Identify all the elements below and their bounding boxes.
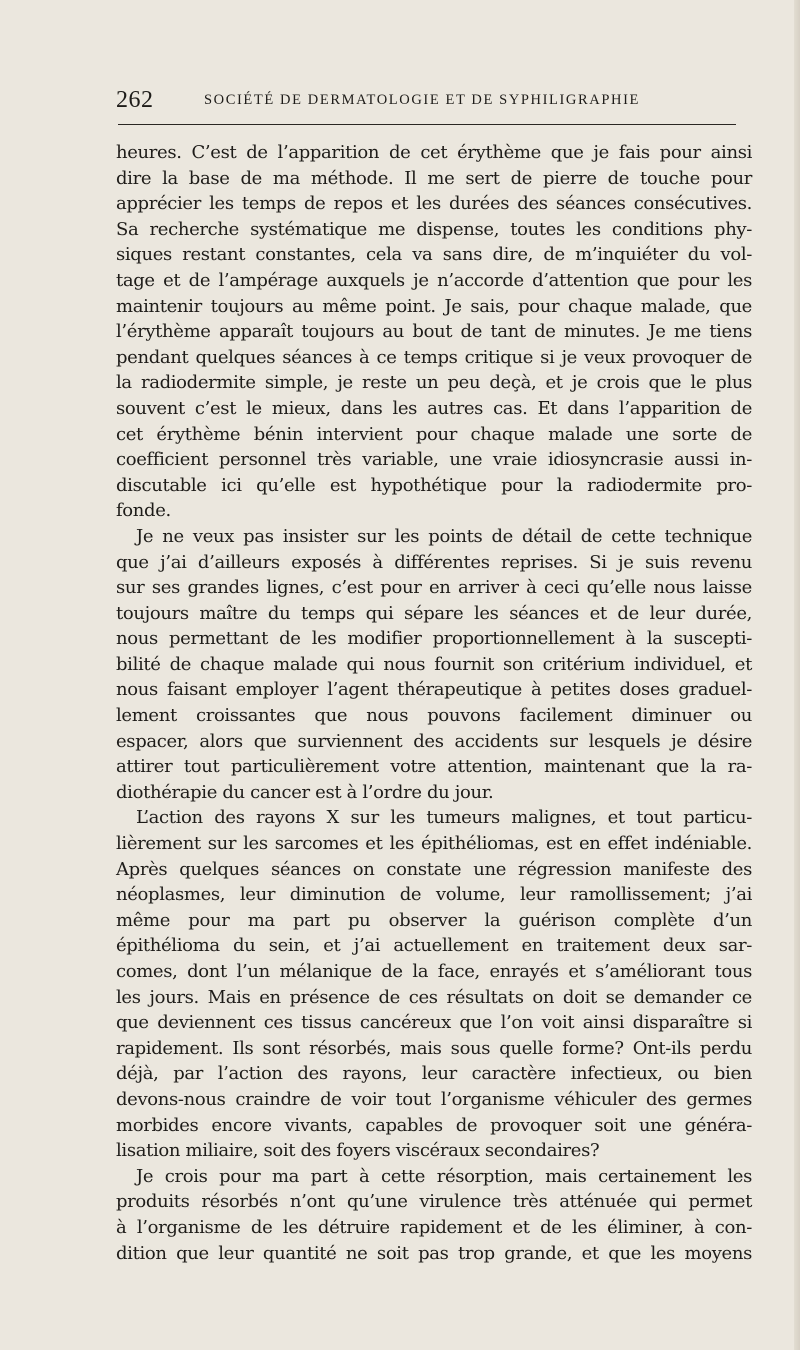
text-line: devons-nous craindre de voir tout l’organisme véhiculer des germes	[116, 1088, 752, 1110]
text-line: nous permettant de les modifier proportionnellement à la suscepti-	[116, 628, 752, 650]
text-line: Après quelques séances on constate une régression manifeste des	[116, 858, 752, 880]
text-line: même pour ma part pu observer la guérison complète d’un	[116, 909, 752, 931]
text-line: dition que leur quantité ne soit pas trop grande, et que les moyens	[116, 1242, 752, 1264]
page-edge-shadow	[794, 0, 800, 1350]
text-line: maintenir toujours au même point. Je sais, pour chaque malade, que	[116, 295, 752, 317]
text-line: épithélioma du sein, et j’ai actuellement en traitement deux sar-	[116, 935, 752, 957]
text-line: que deviennent ces tissus cancéreux que l’on voit ainsi disparaître si	[116, 1012, 752, 1034]
text-line: déjà, par l’action des rayons, leur caractère infectieux, ou bien	[116, 1063, 752, 1085]
running-title: SOCIÉTÉ DE DERMATOLOGIE ET DE SYPHILIGRAPHIE	[204, 92, 640, 108]
text-line: Sa recherche systématique me dispense, toutes les conditions phy-	[116, 218, 752, 240]
text-line: attirer tout particulièrement votre attention, maintenant que la ra-	[116, 756, 752, 778]
text-line: siques restant constantes, cela va sans dire, de m’inquiéter du vol-	[116, 244, 752, 266]
paragraph-end-line: diothérapie du cancer est à l’ordre du jour.	[116, 781, 494, 803]
text-line: heures. C’est de l’apparition de cet érythème que je fais pour ainsi	[116, 142, 752, 163]
page-header	[116, 86, 736, 114]
text-line: lièrement sur les sarcomes et les épithéliomas, est en effet indéniable.	[116, 833, 752, 855]
text-line: sur ses grandes lignes, c’est pour en arriver à ceci qu’elle nous laisse	[116, 577, 752, 599]
text-line: les jours. Mais en présence de ces résultats on doit se demander ce	[116, 986, 752, 1008]
page-number: 262	[116, 87, 154, 113]
text-line: morbides encore vivants, capables de provoquer soit une généra-	[116, 1114, 752, 1136]
text-line: rapidement. Ils sont résorbés, mais sous quelle forme? Ont-ils perdu	[116, 1037, 752, 1059]
text-line: espacer, alors que surviennent des accidents sur lesquels je désire	[116, 730, 752, 752]
header-rule	[118, 124, 736, 125]
text-line: à l’organisme de les détruire rapidement et de les éliminer, à con-	[116, 1216, 752, 1238]
text-line: nous faisant employer l’agent thérapeutique à petites doses graduel-	[116, 679, 752, 701]
text-line: cet érythème bénin intervient pour chaque malade une sorte de	[116, 423, 752, 445]
paragraph-first-line: Je crois pour ma part à cette résorption, mais certainement les	[136, 1165, 752, 1187]
text-line: apprécier les temps de repos et les durées des séances consécutives.	[116, 193, 752, 215]
paragraph-end-line: fonde.	[116, 500, 171, 522]
body-text	[116, 140, 752, 1266]
text-line: que j’ai d’ailleurs exposés à différentes reprises. Si je suis revenu	[116, 551, 752, 573]
text-line: l’érythème apparaît toujours au bout de tant de minutes. Je me tiens	[116, 321, 752, 343]
text-line: coefficient personnel très variable, une vraie idiosyncrasie aussi in-	[116, 449, 752, 471]
text-line: la radiodermite simple, je reste un peu deçà, et je crois que le plus	[116, 372, 752, 394]
text-line: souvent c’est le mieux, dans les autres cas. Et dans l’apparition de	[116, 397, 752, 419]
paragraph-end-line: lisation miliaire, soit des foyers viscéraux secondaires?	[116, 1140, 600, 1162]
paragraph-first-line: L’action des rayons X sur les tumeurs malignes, et tout particu-	[136, 807, 752, 829]
text-line: bilité de chaque malade qui nous fournit son critérium individuel, et	[116, 653, 752, 675]
text-line: comes, dont l’un mélanique de la face, enrayés et s’améliorant tous	[116, 961, 752, 982]
text-line: tage et de l’ampérage auxquels je n’accorde d’attention que pour les	[116, 269, 752, 291]
text-line: produits résorbés n’ont qu’une virulence très atténuée qui permet	[116, 1191, 752, 1213]
paragraph-first-line: Je ne veux pas insister sur les points de détail de cette technique	[136, 525, 752, 547]
text-line: néoplasmes, leur diminution de volume, leur ramollissement; j’ai	[116, 884, 752, 906]
text-line: toujours maître du temps qui sépare les séances et de leur durée,	[116, 602, 752, 624]
text-line: discutable ici qu’elle est hypothétique pour la radiodermite pro-	[116, 474, 752, 496]
text-line: lement croissantes que nous pouvons facilement diminuer ou	[116, 705, 752, 727]
text-line: pendant quelques séances à ce temps critique si je veux provoquer de	[116, 346, 752, 368]
text-line: dire la base de ma méthode. Il me sert de pierre de touche pour	[116, 167, 752, 189]
